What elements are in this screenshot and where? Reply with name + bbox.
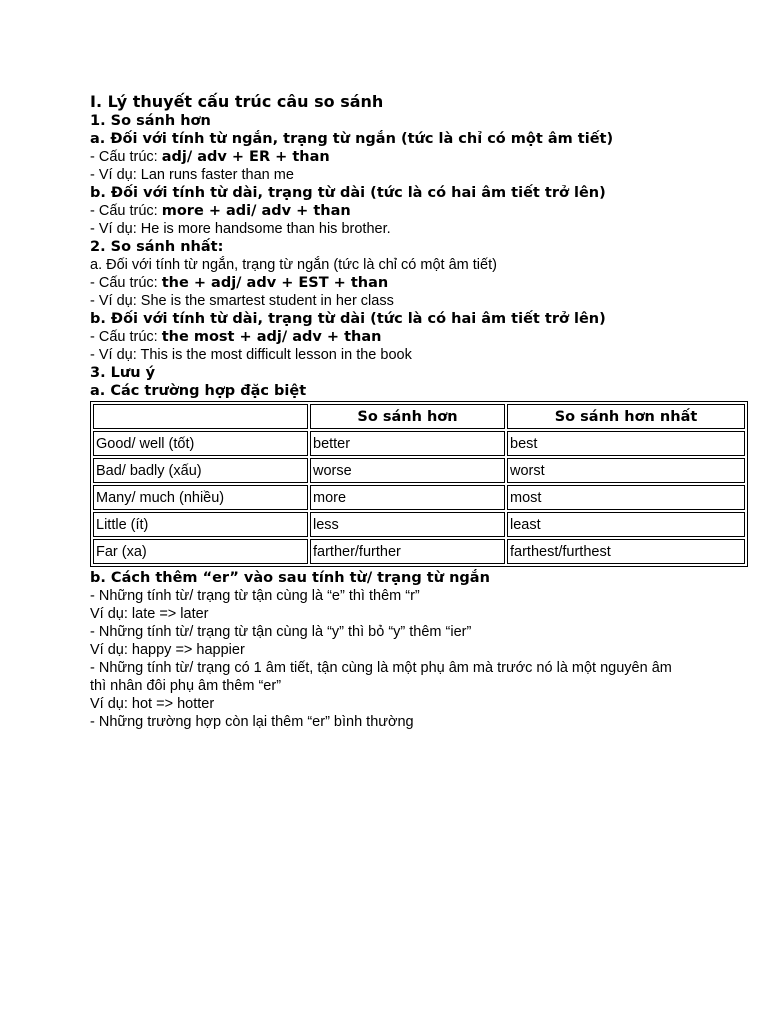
table-header-row [93, 404, 745, 429]
table-cell: Many/ much (nhiều) [93, 485, 308, 510]
section-1a-structure [90, 148, 748, 166]
comparison-table [90, 401, 748, 567]
structure-formula: adj/ adv + ER + than [161, 149, 330, 165]
table-header-cell [93, 404, 308, 429]
structure-label: - Cấu trúc: [90, 329, 162, 345]
section-1b-heading: b. Đối với tính từ dài, trạng từ dài (tức là có hai âm tiết trở lên) [90, 185, 606, 201]
section-2b-structure [90, 328, 748, 346]
section-3-heading: 3. Lưu ý [90, 365, 156, 381]
document-body [90, 92, 748, 731]
table-row [93, 512, 745, 537]
structure-formula: the most + adj/ adv + than [161, 329, 382, 345]
table-cell: Bad/ badly (xấu) [93, 458, 308, 483]
table-row [93, 539, 745, 564]
table-cell: most [507, 485, 745, 510]
table-cell: better [310, 431, 505, 456]
rule-line: - Những tính từ/ trạng từ tận cùng là “e” thì thêm “r” [90, 588, 420, 604]
section-2-heading: 2. So sánh nhất: [90, 239, 224, 255]
section-2b-example: - Ví dụ: This is the most difficult lesson in the book [90, 347, 412, 363]
section-3b-heading: b. Cách thêm “er” vào sau tính từ/ trạng từ ngắn [90, 570, 490, 586]
section-2a-example: - Ví dụ: She is the smartest student in her class [90, 293, 394, 309]
structure-formula: the + adj/ adv + EST + than [161, 275, 389, 291]
section-2a-structure [90, 274, 748, 292]
table-cell: farther/further [310, 539, 505, 564]
rule-line: - Những tính từ/ trạng từ tận cùng là “y” thì bỏ “y” thêm “ier” [90, 624, 472, 640]
example-line: Ví dụ: happy => happier [90, 642, 245, 658]
section-1-heading: 1. So sánh hơn [90, 113, 211, 129]
table-header-cell: So sánh hơn nhất [507, 404, 745, 429]
document-title: I. Lý thuyết cấu trúc câu so sánh [90, 92, 384, 111]
table-cell: Little (ít) [93, 512, 308, 537]
rule-line: - Những tính từ/ trạng có 1 âm tiết, tận cùng là một phụ âm mà trước nó là một nguyên âm thì nhân đôi phụ âm thêm “er” [90, 660, 672, 694]
structure-label: - Cấu trúc: [90, 149, 162, 165]
section-1a-example: - Ví dụ: Lan runs faster than me [90, 167, 294, 183]
table-cell: Far (xa) [93, 539, 308, 564]
table-header-cell: So sánh hơn [310, 404, 505, 429]
example-line: Ví dụ: late => later [90, 606, 209, 622]
table-row [93, 431, 745, 456]
table-cell: least [507, 512, 745, 537]
section-1a-heading: a. Đối với tính từ ngắn, trạng từ ngắn (tức là chỉ có một âm tiết) [90, 131, 614, 147]
table-cell: best [507, 431, 745, 456]
table-cell: farthest/furthest [507, 539, 745, 564]
table-cell: less [310, 512, 505, 537]
table-cell: worst [507, 458, 745, 483]
structure-label: - Cấu trúc: [90, 275, 162, 291]
section-2b-heading: b. Đối với tính từ dài, trạng từ dài (tức là có hai âm tiết trở lên) [90, 311, 606, 327]
table-cell: Good/ well (tốt) [93, 431, 308, 456]
table-row [93, 485, 745, 510]
table-row [93, 458, 745, 483]
table-cell: more [310, 485, 505, 510]
table-cell: worse [310, 458, 505, 483]
section-2a-heading: a. Đối với tính từ ngắn, trạng từ ngắn (tức là chỉ có một âm tiết) [90, 257, 497, 273]
structure-formula: more + adi/ adv + than [161, 203, 351, 219]
example-line: Ví dụ: hot => hotter [90, 696, 215, 712]
rule-line: - Những trường hợp còn lại thêm “er” bình thường [90, 714, 414, 730]
section-1b-structure [90, 202, 748, 220]
section-1b-example: - Ví dụ: He is more handsome than his brother. [90, 221, 391, 237]
section-3a-heading: a. Các trường hợp đặc biệt [90, 383, 307, 399]
structure-label: - Cấu trúc: [90, 203, 162, 219]
